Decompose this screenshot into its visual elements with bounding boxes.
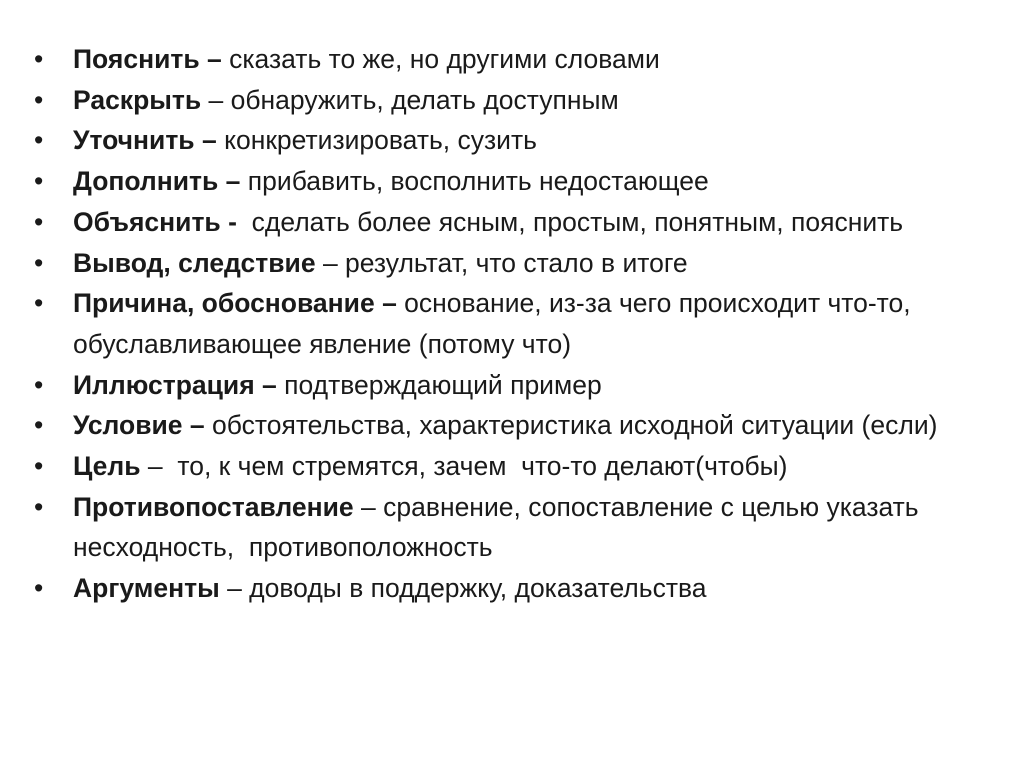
definition: сделать более ясным, простым, понятным, пояснить — [236, 206, 904, 237]
list-item — [34, 120, 984, 161]
bullet-icon: • — [34, 125, 44, 156]
term: Иллюстрация – — [73, 369, 277, 400]
term: Аргументы — [73, 573, 220, 604]
definition: обстоятельства, характеристика исходной ситуации (если) — [204, 410, 938, 441]
term: Раскрыть — [73, 84, 202, 115]
bullet-icon: • — [34, 451, 44, 482]
definition: основание, из-за чего происходит что-то, обуславливающее явление (потому что) — [73, 288, 911, 359]
list-item — [34, 243, 984, 284]
definition: – доводы в поддержку, доказательства — [219, 573, 707, 604]
bullet-icon: • — [34, 206, 44, 237]
list-item — [34, 161, 984, 202]
term: Условие – — [73, 410, 205, 441]
term: Дополнить – — [73, 166, 241, 197]
list-item — [34, 80, 984, 121]
list-item — [34, 487, 984, 568]
definition-list — [34, 39, 984, 609]
definition: подтверждающий пример — [276, 369, 602, 400]
bullet-icon: • — [34, 44, 44, 74]
term: Вывод, следствие — [73, 247, 316, 278]
list-item — [34, 568, 984, 609]
list-item — [34, 202, 984, 243]
list-item — [34, 365, 984, 406]
list-item — [34, 283, 984, 364]
definition: – обнаружить, делать доступным — [201, 84, 619, 115]
list-item — [34, 446, 984, 487]
bullet-icon: • — [34, 410, 44, 441]
term: Уточнить – — [73, 125, 217, 156]
term: Объяснить - — [73, 206, 237, 237]
definition: сказать то же, но другими словами — [221, 44, 660, 74]
definition: – сравнение, сопоставление с целью указать несходность, противоположность — [73, 491, 926, 563]
definition: – результат, что стало в итоге — [315, 247, 688, 278]
bullet-icon: • — [34, 84, 44, 115]
term: Причина, обоснование – — [73, 288, 397, 319]
term: Пояснить – — [73, 44, 222, 74]
term: Противопоставление — [73, 491, 354, 522]
term: Цель — [73, 451, 141, 482]
definition: – то, к чем стремятся, зачем что-то делают(чтобы) — [140, 451, 788, 482]
list-item — [34, 39, 984, 80]
bullet-icon: • — [34, 166, 44, 197]
bullet-icon: • — [34, 247, 44, 278]
bullet-icon: • — [34, 288, 44, 319]
list-item — [34, 405, 984, 446]
bullet-icon: • — [34, 491, 44, 522]
bullet-icon: • — [34, 369, 44, 400]
bullet-icon: • — [34, 573, 44, 604]
definition: прибавить, восполнить недостающее — [240, 166, 709, 197]
definition: конкретизировать, сузить — [216, 125, 537, 156]
